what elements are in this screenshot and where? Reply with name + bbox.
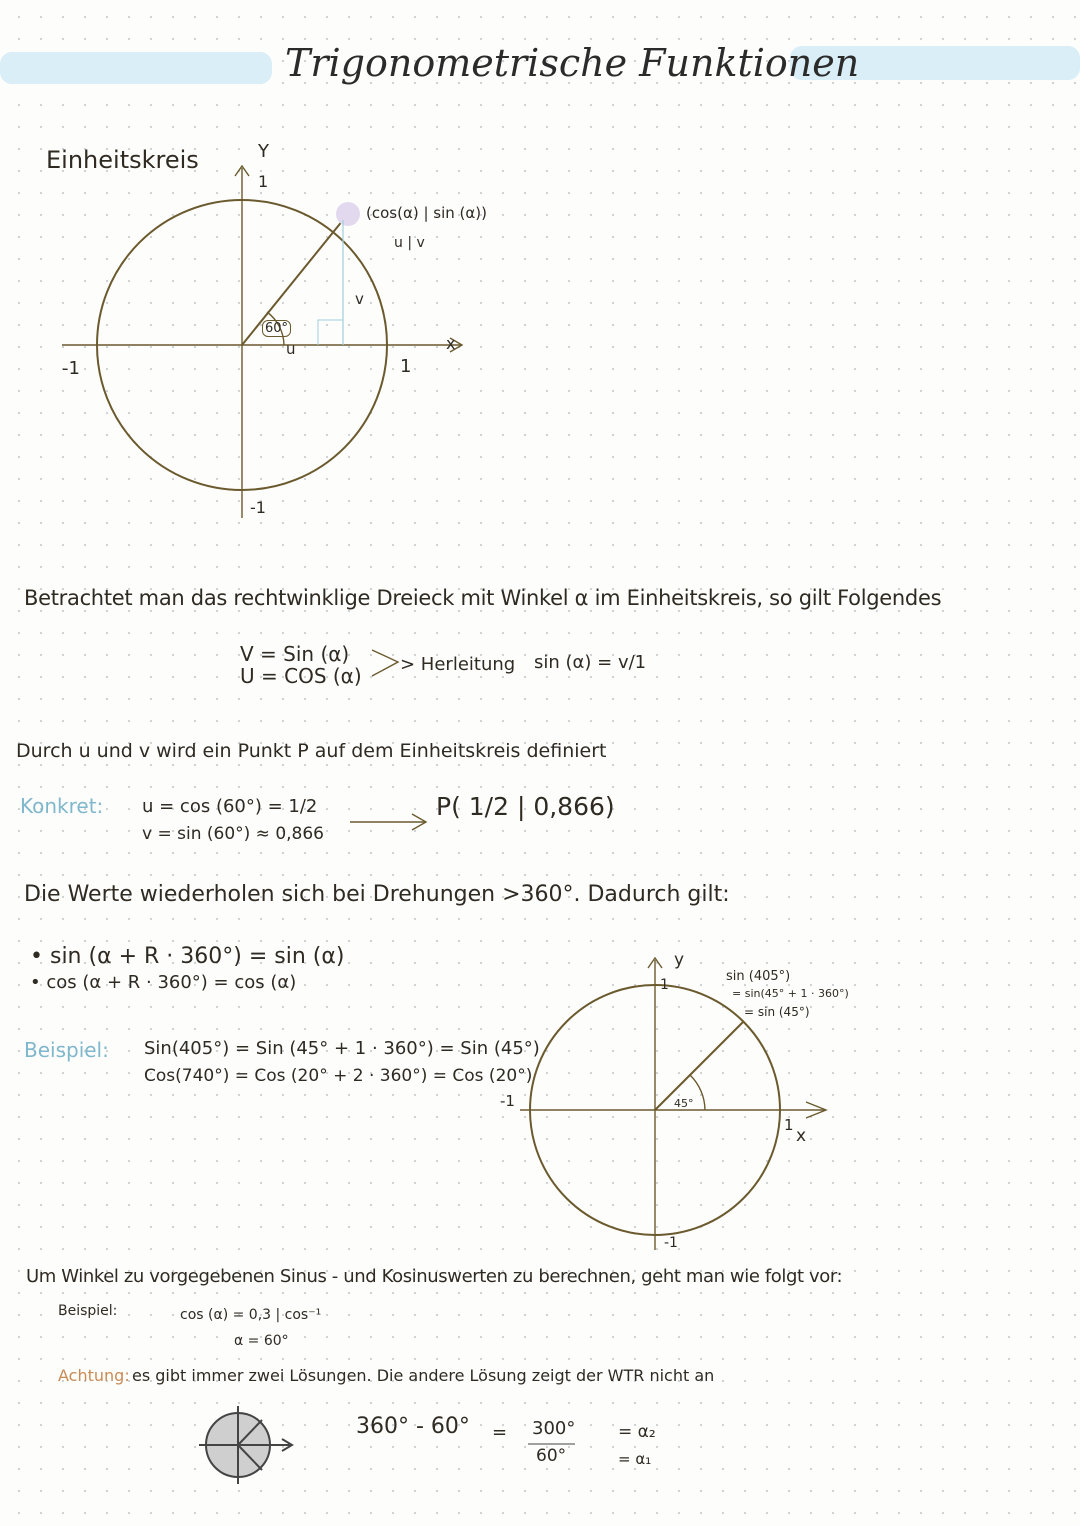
beispiel-1-line-1: Sin(405°) = Sin (45° + 1 · 360°) = Sin (45°)	[144, 1038, 540, 1059]
konkret-label: Konkret:	[20, 794, 104, 818]
tick-left-1: -1	[62, 358, 80, 379]
tick-right-1: 1	[400, 356, 412, 377]
circle2-note-2: = sin(45° + 1 · 360°)	[732, 987, 849, 1000]
formula-u: U = COS (α)	[240, 664, 362, 688]
final-alpha-1: = α₁	[618, 1450, 652, 1468]
point-sub-label: u | v	[394, 235, 425, 251]
achtung-text: es gibt immer zwei Lösungen. Die andere Lösung zeigt der WTR nicht an	[132, 1366, 715, 1385]
konkret-result: P( 1/2 | 0,866)	[436, 792, 615, 821]
text-um-winkel: Um Winkel zu vorgegebenen Sinus - und Kosinuswerten zu berechnen, geht man wie folgt vor:	[26, 1266, 843, 1287]
beispiel-label-2: Beispiel:	[58, 1303, 118, 1319]
bullet-cos-text: cos (α + R · 360°) = cos (α)	[46, 972, 297, 993]
konkret-line-2: v = sin (60°) ≈ 0,866	[142, 824, 324, 844]
beispiel-1-line-2: Cos(740°) = Cos (20° + 2 · 360°) = Cos (20°)	[144, 1066, 533, 1086]
text-betrachtet: Betrachtet man das rechtwinklige Dreieck mit Winkel α im Einheitskreis, so gilt Folgendes	[24, 586, 942, 610]
page-title: Trigonometrische Funktionen	[285, 41, 860, 85]
radius-line-2	[655, 1021, 744, 1110]
beispiel-label-1: Beispiel:	[24, 1038, 109, 1062]
tick-left-2: -1	[500, 1092, 515, 1110]
tick-top-2: 1	[660, 977, 669, 993]
right-angle-mark	[318, 320, 343, 345]
tick-bottom-1: -1	[250, 498, 266, 517]
x-axis-label-1: x	[446, 334, 456, 353]
formula-v: V = Sin (α)	[240, 642, 350, 666]
u-label: u	[286, 340, 296, 358]
tick-top-1: 1	[258, 172, 269, 191]
beispiel-2-line-2: α = 60°	[234, 1333, 289, 1349]
herleitung-label: > Herleitung	[400, 654, 516, 675]
y-axis-label-1: Y	[258, 141, 269, 162]
final-alpha-2: = α₂	[618, 1422, 656, 1442]
angle-label-2: 45°	[674, 1097, 694, 1110]
point-marker	[336, 202, 360, 226]
sin-ratio: sin (α) = v/1	[534, 652, 647, 673]
text-durch: Durch u und v wird ein Punkt P auf dem Einheitskreis definiert	[16, 740, 607, 762]
bullet-sin: • sin (α + R · 360°) = sin (α)	[30, 944, 345, 969]
herleitung-bracket	[372, 650, 398, 676]
y-axis-label-2: y	[674, 950, 685, 970]
x-axis-label-2: x	[796, 1126, 807, 1146]
section-label-einheitskreis: Einheitskreis	[46, 146, 199, 174]
final-equals: =	[492, 1422, 508, 1443]
point-coordinate-label: (cos(α) | sin (α))	[366, 204, 487, 222]
bullet-cos: • cos (α + R · 360°) = cos (α)	[30, 972, 297, 993]
radius-line-1	[242, 220, 343, 345]
tick-right-2: 1	[784, 1116, 794, 1134]
bullet-sin-text: sin (α + R · 360°) = sin (α)	[49, 944, 345, 969]
circle2-note-1: sin (405°)	[726, 969, 791, 984]
final-numerator: 300°	[532, 1418, 576, 1439]
tick-bottom-2: -1	[664, 1235, 678, 1251]
achtung-label: Achtung:	[58, 1366, 130, 1385]
final-expression: 360° - 60°	[356, 1414, 470, 1439]
text-werte: Die Werte wiederholen sich bei Drehungen >360°. Dadurch gilt:	[24, 882, 730, 907]
circle2-note-3: = sin (45°)	[744, 1005, 810, 1019]
beispiel-2-line-1: cos (α) = 0,3 | cos⁻¹	[180, 1307, 322, 1323]
konkret-line-1: u = cos (60°) = 1/2	[142, 796, 318, 817]
v-label: v	[355, 290, 364, 308]
angle-label-1: 60°	[262, 320, 291, 337]
final-denominator: 60°	[536, 1446, 567, 1466]
